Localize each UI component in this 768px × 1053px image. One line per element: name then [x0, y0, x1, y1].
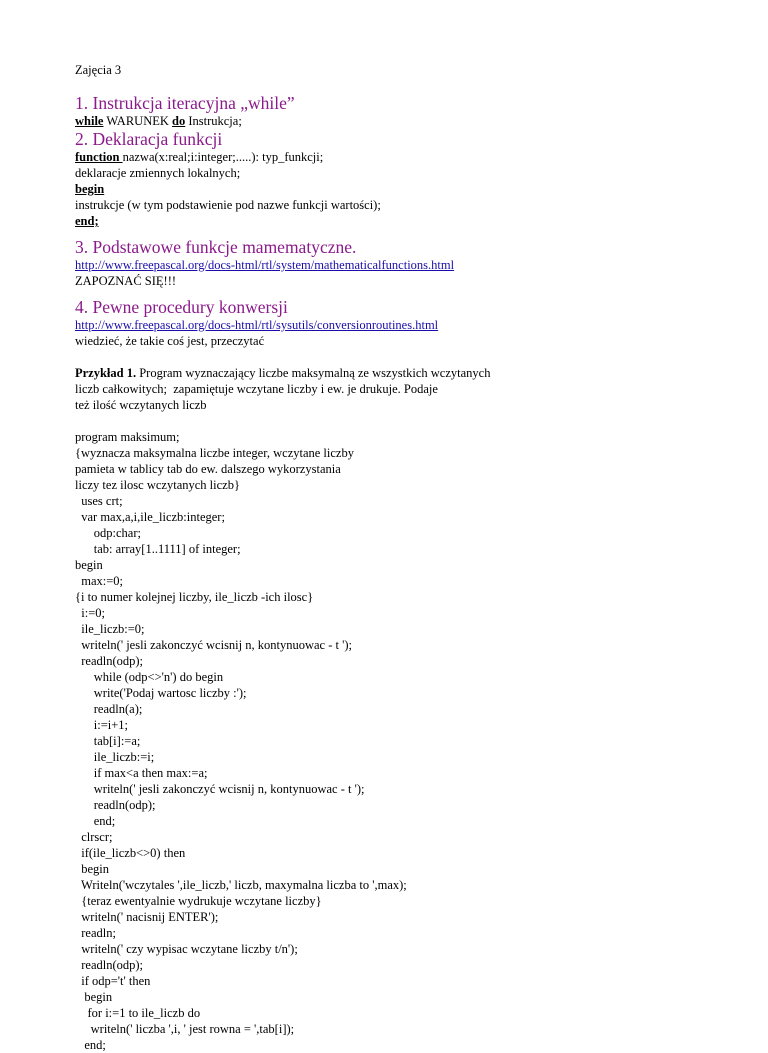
math-functions-link[interactable]: http://www.freepascal.org/docs-html/rtl/system/mathematicalfunctions.html	[75, 258, 455, 272]
code-line: readln(odp);	[75, 654, 144, 668]
code-line: {i to numer kolejnej liczby, ile_liczb -ich ilosc}	[75, 590, 314, 604]
code-line: clrscr;	[75, 830, 113, 844]
lesson-label: Zajęcia 3	[75, 63, 122, 77]
code-line: begin	[75, 558, 103, 572]
example-line-1-text: Program wyznaczający liczbe maksymalną ze wszystkich wczytanych	[136, 366, 491, 380]
code-line: for i:=1 to ile_liczb do	[75, 1006, 201, 1020]
code-line: writeln(' jesli zakonczyć wcisnij n, kontynuowac - t ');	[75, 638, 352, 652]
code-line: end;	[75, 1038, 106, 1052]
code-line: readln(odp);	[75, 958, 144, 972]
code-line: readln;	[75, 926, 116, 940]
conversion-note: wiedzieć, że takie coś jest, przeczytać	[75, 334, 265, 348]
code-line: writeln(' nacisnij ENTER');	[75, 910, 219, 924]
code-line: readln(odp);	[75, 798, 156, 812]
code-line: if(ile_liczb<>0) then	[75, 846, 186, 860]
code-line: pamieta w tablicy tab do ew. dalszego wykorzystania	[75, 462, 341, 476]
code-line: writeln(' jesli zakonczyć wcisnij n, kontynuowac - t ');	[75, 782, 365, 796]
section-heading-conversion: 4. Pewne procedury konwersji	[75, 297, 288, 317]
code-line: Writeln('wczytales ',ile_liczb,' liczb, maxymalna liczba to ',max);	[75, 878, 407, 892]
code-line: writeln(' liczba ',i, ' jest rowna = ',tab[i]);	[75, 1022, 295, 1036]
example-line-3: też ilość wczytanych liczb	[75, 398, 207, 412]
code-line: var max,a,i,ile_liczb:integer;	[75, 510, 225, 524]
code-line: program maksimum;	[75, 430, 180, 444]
example-label: Przykład 1.	[75, 366, 137, 380]
while-instruction-text: Instrukcja;	[185, 114, 242, 128]
keyword-begin: begin	[75, 182, 105, 196]
function-instructions: instrukcje (w tym podstawienie pod nazwe funkcji wartości);	[75, 198, 381, 212]
code-line: max:=0;	[75, 574, 124, 588]
code-line: end;	[75, 814, 116, 828]
code-line: write('Podaj wartosc liczby :');	[75, 686, 247, 700]
keyword-end: end;	[75, 214, 99, 228]
code-line: {teraz ewentyalnie wydrukuje wczytane liczby}	[75, 894, 322, 908]
section-heading-while: 1. Instrukcja iteracyjna „while”	[75, 93, 295, 113]
code-line: if odp='t' then	[75, 974, 151, 988]
conversion-routines-link[interactable]: http://www.freepascal.org/docs-html/rtl/sysutils/conversionroutines.html	[75, 318, 439, 332]
while-condition-text: WARUNEK	[103, 114, 173, 128]
code-line: i:=0;	[75, 606, 105, 620]
section-heading-function: 2. Deklaracja funkcji	[75, 129, 223, 149]
code-line: tab: array[1..1111] of integer;	[75, 542, 241, 556]
keyword-function: function	[75, 150, 123, 164]
example-line-2: liczb całkowitych; zapamiętuje wczytane liczby i ew. je drukuje. Podaje	[75, 382, 438, 396]
code-line: writeln(' czy wypisac wczytane liczby t/n');	[75, 942, 298, 956]
code-line: {wyznacza maksymalna liczbe integer, wczytane liczby	[75, 446, 354, 460]
code-line: if max<a then max:=a;	[75, 766, 208, 780]
code-line: begin	[75, 862, 110, 876]
code-line: uses crt;	[75, 494, 123, 508]
code-line: readln(a);	[75, 702, 143, 716]
code-listing	[75, 429, 715, 1053]
code-line: ile_liczb:=0;	[75, 622, 145, 636]
document-page	[75, 62, 715, 1053]
code-line: odp:char;	[75, 526, 141, 540]
function-signature-text: nazwa(x:real;i:integer;.....): typ_funkcji;	[122, 150, 324, 164]
code-line: liczy tez ilosc wczytanych liczb}	[75, 478, 240, 492]
section-heading-math: 3. Podstawowe funkcje mamematyczne.	[75, 237, 357, 257]
code-line: ile_liczb:=i;	[75, 750, 155, 764]
code-line: tab[i]:=a;	[75, 734, 141, 748]
keyword-do: do	[172, 114, 186, 128]
code-line: i:=i+1;	[75, 718, 128, 732]
function-local-decl: deklaracje zmiennych lokalnych;	[75, 166, 241, 180]
keyword-while: while	[75, 114, 104, 128]
example-description	[75, 365, 715, 413]
code-line: while (odp<>'n') do begin	[75, 670, 224, 684]
math-note: ZAPOZNAĆ SIĘ!!!	[75, 274, 177, 288]
example-line-1	[75, 365, 715, 381]
code-line: begin	[75, 990, 113, 1004]
while-syntax	[75, 113, 715, 129]
function-signature	[75, 149, 715, 165]
